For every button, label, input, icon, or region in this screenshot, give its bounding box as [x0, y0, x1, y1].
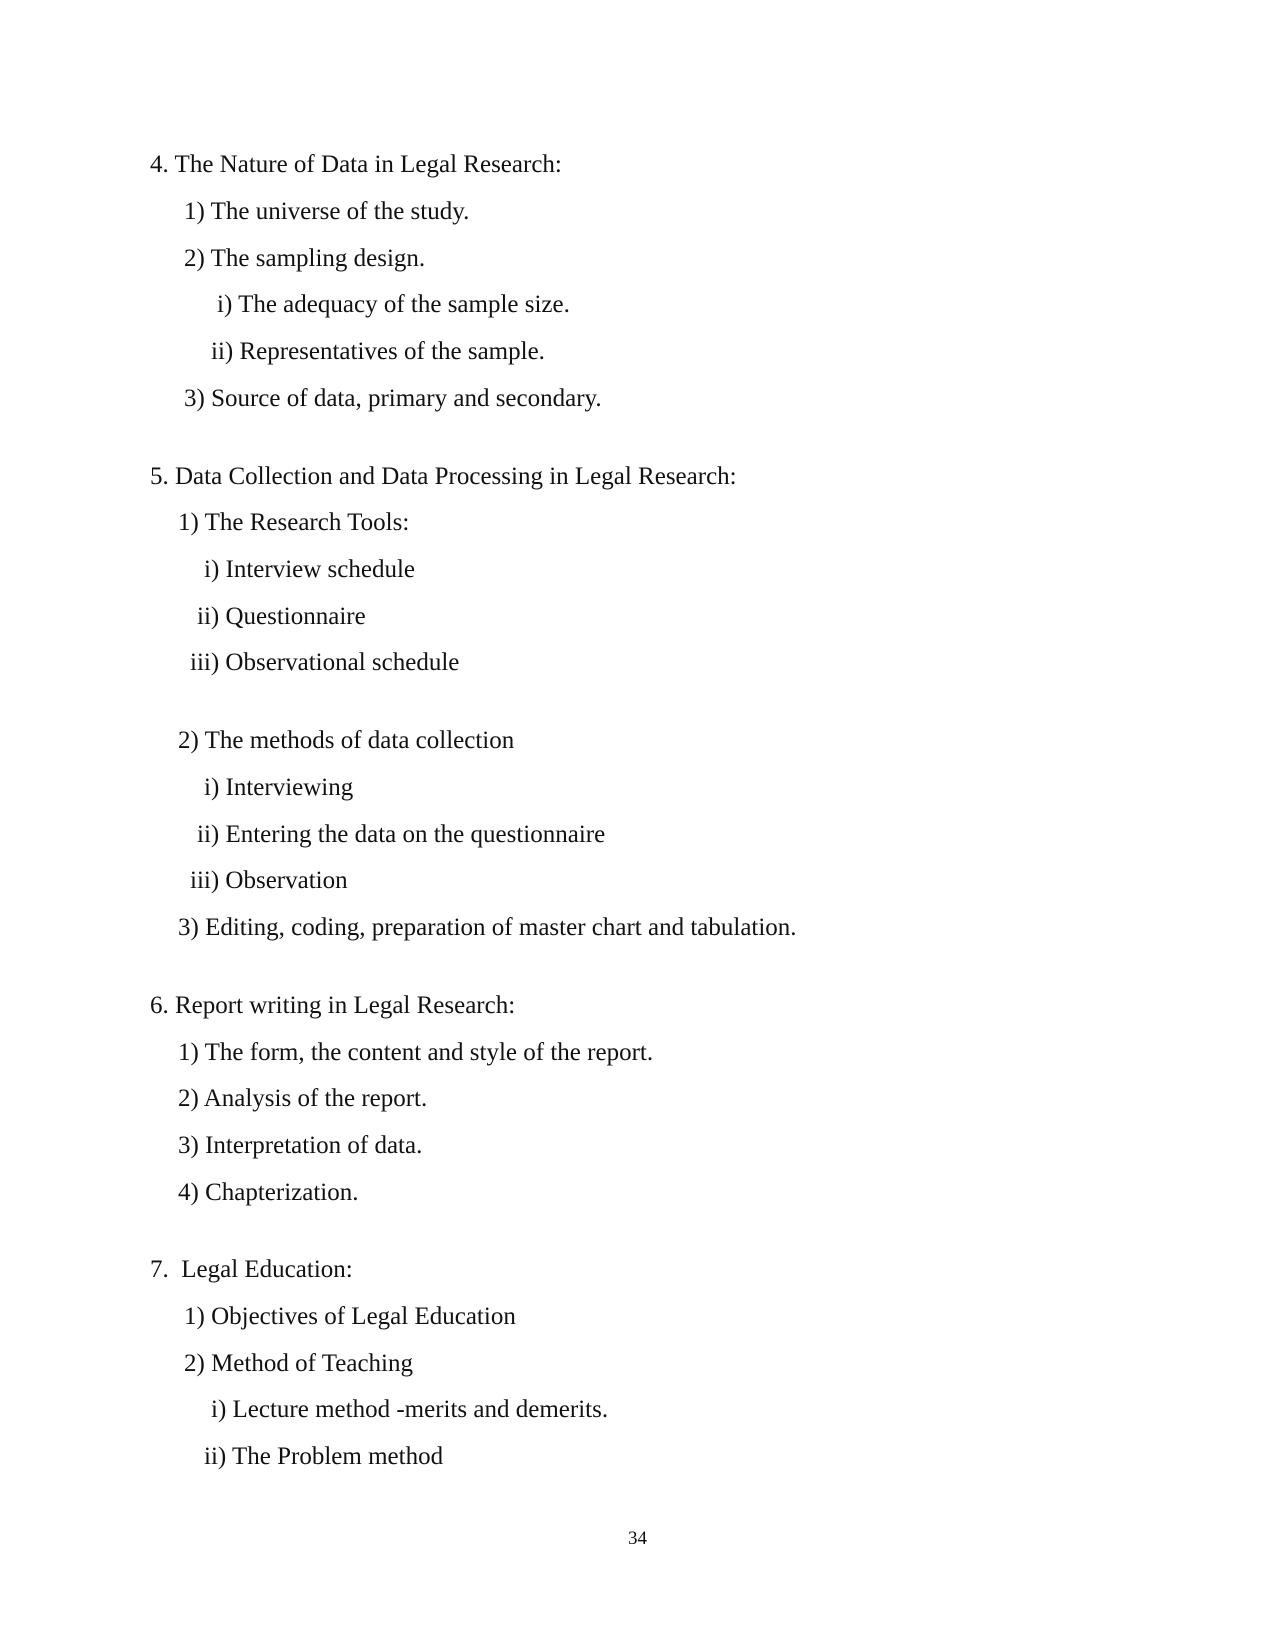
section-7-item-2-i: i) Lecture method -merits and demerits.	[211, 1396, 609, 1423]
section-6-item-1: 1) The form, the content and style of the report.	[178, 1039, 654, 1066]
section-4-item-3: 3) Source of data, primary and secondary.	[184, 385, 602, 412]
section-5-item-2-ii: ii) Entering the data on the questionnaire	[197, 821, 606, 848]
section-4-heading: 4. The Nature of Data in Legal Research:	[150, 151, 562, 178]
section-5-item-1-ii: ii) Questionnaire	[197, 603, 366, 630]
section-4-item-1: 1) The universe of the study.	[184, 198, 470, 225]
section-6-item-4: 4) Chapterization.	[178, 1179, 359, 1206]
section-5-item-1: 1) The Research Tools:	[178, 509, 410, 536]
section-5-item-2-i: i) Interviewing	[204, 774, 354, 801]
page-number: 34	[628, 1528, 647, 1549]
section-5-item-2: 2) The methods of data collection	[178, 727, 515, 754]
section-5-heading: 5. Data Collection and Data Processing in Legal Research:	[150, 463, 737, 490]
section-5-item-1-iii: iii) Observational schedule	[190, 649, 460, 676]
section-7-item-1: 1) Objectives of Legal Education	[184, 1303, 516, 1330]
section-4-item-2: 2) The sampling design.	[184, 245, 426, 272]
section-5-item-1-i: i) Interview schedule	[204, 556, 416, 583]
section-6-item-2: 2) Analysis of the report.	[178, 1085, 428, 1112]
section-5-item-2-iii: iii) Observation	[190, 867, 348, 894]
section-7-item-2-ii: ii) The Problem method	[204, 1443, 444, 1470]
section-4-item-2-ii: ii) Representatives of the sample.	[211, 338, 545, 365]
section-5-item-3: 3) Editing, coding, preparation of master chart and tabulation.	[178, 914, 797, 941]
section-6-heading: 6. Report writing in Legal Research:	[150, 992, 516, 1019]
section-6-item-3: 3) Interpretation of data.	[178, 1132, 423, 1159]
section-7-heading: 7. Legal Education:	[150, 1256, 353, 1283]
section-7-item-2: 2) Method of Teaching	[184, 1350, 413, 1377]
section-4-item-2-i: i) The adequacy of the sample size.	[217, 291, 570, 318]
